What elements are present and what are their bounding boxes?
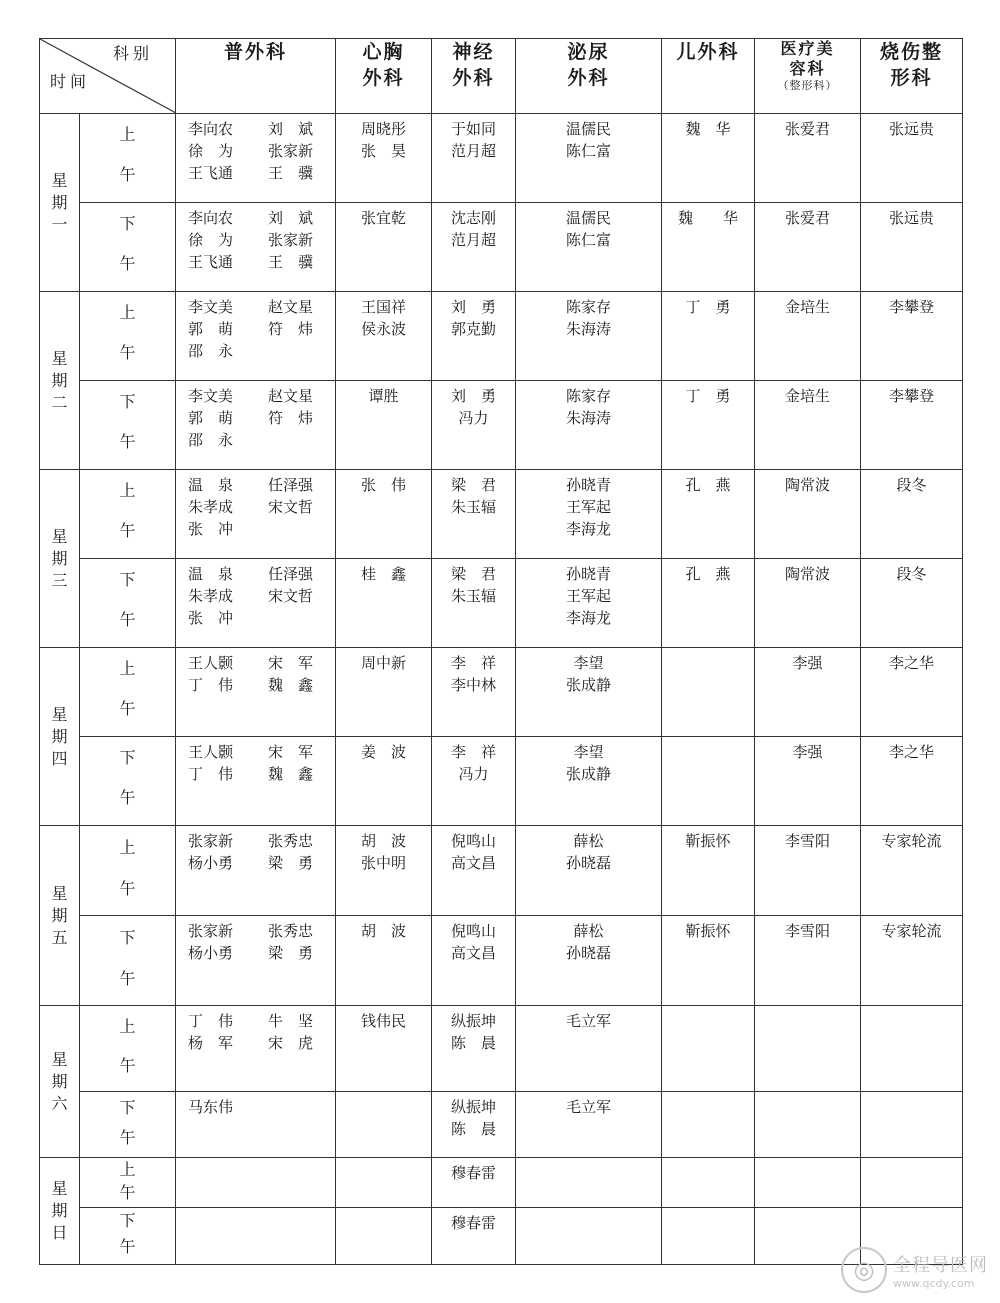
cell-general xyxy=(176,203,336,292)
doctor-name: 张中明 xyxy=(360,854,406,872)
cell-burn xyxy=(861,559,963,648)
doctor-line: 李向农 刘 斌 xyxy=(188,120,314,138)
doctor-name: 侯永波 xyxy=(360,320,406,338)
dept-header-cardiothoracic: 心胸 外科 xyxy=(336,39,432,114)
doctor-name: 李中林 xyxy=(450,676,496,694)
cell-cardiothoracic xyxy=(336,737,432,826)
cell-cardiothoracic xyxy=(336,648,432,737)
cell-neuro xyxy=(432,114,516,203)
doctor-line: 温 泉 任泽强 xyxy=(188,565,314,583)
cell-cosmetic xyxy=(755,1006,861,1092)
cell-cosmetic xyxy=(755,826,861,916)
doctor-line: 丁 伟 魏 鑫 xyxy=(188,676,314,694)
cell-burn xyxy=(861,1092,963,1158)
cell-general xyxy=(176,826,336,916)
schedule-row xyxy=(40,737,963,826)
doctor-line: 李文美 赵文星 xyxy=(188,298,314,316)
doctor-name: 郭克勤 xyxy=(450,320,496,338)
doctor-name: 李强 xyxy=(792,654,823,672)
slot-morning: 上 午 xyxy=(80,1158,176,1208)
schedule-row xyxy=(40,1158,963,1208)
doctor-line: 邵 永 xyxy=(188,431,234,449)
doctor-name: 穆春雷 xyxy=(450,1164,496,1182)
doctor-name: 梁 君 xyxy=(450,476,496,494)
slot-morning: 上 午 xyxy=(80,114,176,203)
doctor-name: 李海龙 xyxy=(565,520,611,538)
doctor-name: 梁 君 xyxy=(450,565,496,583)
doctor-name: 冯力 xyxy=(458,409,489,427)
cell-general xyxy=(176,559,336,648)
cell-pediatric xyxy=(662,381,755,470)
cell-neuro xyxy=(432,916,516,1006)
doctor-line: 马东伟 xyxy=(188,1098,234,1116)
cell-cardiothoracic xyxy=(336,916,432,1006)
doctor-name: 桂 鑫 xyxy=(360,565,406,583)
weekday-cell: 星 期 三 xyxy=(40,470,80,648)
schedule-row xyxy=(40,114,963,203)
doctor-line: 张 冲 xyxy=(188,520,234,538)
doctor-line: 李文美 赵文星 xyxy=(188,387,314,405)
corner-header xyxy=(40,39,176,114)
doctor-name: 段冬 xyxy=(896,476,927,494)
cell-general xyxy=(176,737,336,826)
doctor-name: 张爱君 xyxy=(784,120,830,138)
doctor-name: 李望 xyxy=(573,654,604,672)
doctor-line: 朱孝成 宋文哲 xyxy=(188,587,314,605)
schedule-row xyxy=(40,559,963,648)
cell-burn xyxy=(861,470,963,559)
cell-pediatric xyxy=(662,737,755,826)
doctor-line: 徐 为 张家新 xyxy=(188,231,314,249)
doctor-name: 李 祥 xyxy=(450,743,496,761)
dept-header-urology: 泌尿 外科 xyxy=(516,39,662,114)
cell-pediatric xyxy=(662,1092,755,1158)
doctor-line: 郭 萌 符 炜 xyxy=(188,409,314,427)
weekday-cell: 星 期 五 xyxy=(40,826,80,1006)
cell-neuro xyxy=(432,1006,516,1092)
dept-header-general: 普外科 xyxy=(176,39,336,114)
cell-cardiothoracic xyxy=(336,1092,432,1158)
schedule-row xyxy=(40,470,963,559)
doctor-name: 陶常波 xyxy=(784,565,830,583)
cell-burn xyxy=(861,381,963,470)
cell-burn xyxy=(861,648,963,737)
doctor-name: 李望 xyxy=(573,743,604,761)
doctor-line: 丁 伟 牛 坚 xyxy=(188,1012,314,1030)
slot-afternoon: 下 午 xyxy=(80,916,176,1006)
cell-cardiothoracic xyxy=(336,559,432,648)
doctor-name: 王军起 xyxy=(565,587,611,605)
doctor-name: 冯力 xyxy=(458,765,489,783)
cell-cardiothoracic xyxy=(336,292,432,381)
weekday-cell: 星 期 日 xyxy=(40,1158,80,1265)
doctor-name: 李攀登 xyxy=(888,298,934,316)
cell-burn xyxy=(861,826,963,916)
doctor-line: 王人颢 宋 军 xyxy=(188,654,314,672)
doctor-line: 张 冲 xyxy=(188,609,234,627)
doctor-name: 朱玉辐 xyxy=(450,498,496,516)
doctor-name: 范月超 xyxy=(450,231,496,249)
doctor-name: 专家轮流 xyxy=(881,922,942,940)
doctor-name: 张宜乾 xyxy=(360,209,406,227)
cell-pediatric xyxy=(662,1158,755,1208)
doctor-name: 陈 晨 xyxy=(450,1120,496,1138)
doctor-name: 段冬 xyxy=(896,565,927,583)
doctor-name: 金培生 xyxy=(784,387,830,405)
doctor-name: 李海龙 xyxy=(565,609,611,627)
cell-pediatric xyxy=(662,292,755,381)
cell-pediatric xyxy=(662,114,755,203)
doctor-name: 纵振坤 xyxy=(450,1098,496,1116)
dept-header-burn: 烧伤整 形科 xyxy=(861,39,963,114)
doctor-name: 薛松 xyxy=(573,922,604,940)
doctor-name: 李攀登 xyxy=(888,387,934,405)
doctor-name: 温儒民 xyxy=(565,120,611,138)
slot-morning: 上 午 xyxy=(80,1006,176,1092)
doctor-name: 孙晓青 xyxy=(565,476,611,494)
cell-neuro xyxy=(432,737,516,826)
slot-afternoon: 下 午 xyxy=(80,1208,176,1265)
doctor-name: 张 昊 xyxy=(360,142,406,160)
cell-cosmetic xyxy=(755,916,861,1006)
doctor-name: 魏 华 xyxy=(685,120,731,138)
cell-cosmetic xyxy=(755,1092,861,1158)
doctor-name: 张成静 xyxy=(565,676,611,694)
doctor-name: 刘 勇 xyxy=(450,387,496,405)
cell-cardiothoracic xyxy=(336,1006,432,1092)
cell-burn xyxy=(861,916,963,1006)
cell-neuro xyxy=(432,1208,516,1265)
cell-general xyxy=(176,648,336,737)
doctor-name: 陈家存 xyxy=(565,298,611,316)
cell-cardiothoracic xyxy=(336,114,432,203)
doctor-name: 王国祥 xyxy=(360,298,406,316)
doctor-name: 高文昌 xyxy=(450,944,496,962)
cell-burn xyxy=(861,1158,963,1208)
schedule-row xyxy=(40,648,963,737)
cell-burn xyxy=(861,114,963,203)
doctor-name: 金培生 xyxy=(784,298,830,316)
cell-cosmetic xyxy=(755,737,861,826)
doctor-name: 于如同 xyxy=(450,120,496,138)
cell-urology xyxy=(516,1208,662,1265)
schedule-row xyxy=(40,1092,963,1158)
doctor-line: 张家新 张秀忠 xyxy=(188,832,314,850)
doctor-name: 毛立军 xyxy=(565,1098,611,1116)
doctor-name: 周晓彤 xyxy=(360,120,406,138)
cell-urology xyxy=(516,470,662,559)
doctor-line: 王飞通 王 骥 xyxy=(188,253,314,271)
slot-morning: 上 午 xyxy=(80,470,176,559)
doctor-name: 刘 勇 xyxy=(450,298,496,316)
doctor-name: 毛立军 xyxy=(565,1012,611,1030)
slot-afternoon: 下 午 xyxy=(80,737,176,826)
doctor-line: 杨 军 宋 虎 xyxy=(188,1034,314,1052)
cell-general xyxy=(176,1006,336,1092)
doctor-name: 李雪阳 xyxy=(784,832,830,850)
cell-neuro xyxy=(432,1158,516,1208)
doctor-name: 李之华 xyxy=(888,743,934,761)
corner-dept-label: 科别 xyxy=(112,44,153,63)
doctor-name: 王军起 xyxy=(565,498,611,516)
cell-pediatric xyxy=(662,203,755,292)
doctor-name: 靳振怀 xyxy=(685,922,731,940)
doctor-name: 倪鸣山 xyxy=(450,922,496,940)
weekday-cell: 星 期 一 xyxy=(40,114,80,292)
cell-neuro xyxy=(432,826,516,916)
cell-burn xyxy=(861,292,963,381)
doctor-line: 温 泉 任泽强 xyxy=(188,476,314,494)
weekday-cell: 星 期 二 xyxy=(40,292,80,470)
doctor-name: 穆春雷 xyxy=(450,1214,496,1232)
doctor-name: 专家轮流 xyxy=(881,832,942,850)
slot-afternoon: 下 午 xyxy=(80,1092,176,1158)
doctor-line: 邵 永 xyxy=(188,342,234,360)
doctor-name: 靳振怀 xyxy=(685,832,731,850)
schedule-row xyxy=(40,1208,963,1265)
cell-urology xyxy=(516,203,662,292)
doctor-name: 李 祥 xyxy=(450,654,496,672)
cell-urology xyxy=(516,381,662,470)
doctor-name: 李雪阳 xyxy=(784,922,830,940)
cell-neuro xyxy=(432,381,516,470)
cell-neuro xyxy=(432,470,516,559)
doctor-name: 孙晓青 xyxy=(565,565,611,583)
slot-afternoon: 下 午 xyxy=(80,559,176,648)
doctor-name: 高文昌 xyxy=(450,854,496,872)
surgery-schedule-table xyxy=(39,38,963,1265)
cell-cardiothoracic xyxy=(336,203,432,292)
schedule-row xyxy=(40,826,963,916)
doctor-name: 丁 勇 xyxy=(685,298,731,316)
doctor-name: 张成静 xyxy=(565,765,611,783)
doctor-name: 温儒民 xyxy=(565,209,611,227)
doctor-name: 范月超 xyxy=(450,142,496,160)
cell-urology xyxy=(516,648,662,737)
doctor-name: 钱伟民 xyxy=(360,1012,406,1030)
cell-urology xyxy=(516,559,662,648)
doctor-name: 姜 波 xyxy=(360,743,406,761)
doctor-line: 杨小勇 梁 勇 xyxy=(188,854,314,872)
doctor-line: 王飞通 王 骥 xyxy=(188,164,314,182)
cell-general xyxy=(176,1208,336,1265)
doctor-name: 丁 勇 xyxy=(685,387,731,405)
doctor-line: 徐 为 张家新 xyxy=(188,142,314,160)
doctor-line: 李向农 刘 斌 xyxy=(188,209,314,227)
cell-burn xyxy=(861,203,963,292)
cell-pediatric xyxy=(662,826,755,916)
cell-cosmetic xyxy=(755,559,861,648)
slot-afternoon: 下 午 xyxy=(80,381,176,470)
doctor-name: 胡 波 xyxy=(360,832,406,850)
doctor-line: 丁 伟 魏 鑫 xyxy=(188,765,314,783)
cell-burn xyxy=(861,737,963,826)
cell-cosmetic xyxy=(755,1158,861,1208)
doctor-name: 薛松 xyxy=(573,832,604,850)
doctor-line: 杨小勇 梁 勇 xyxy=(188,944,314,962)
dept-header-neuro: 神经 外科 xyxy=(432,39,516,114)
weekday-cell: 星 期 六 xyxy=(40,1006,80,1158)
doctor-line: 郭 萌 符 炜 xyxy=(188,320,314,338)
doctor-name: 张 伟 xyxy=(360,476,406,494)
doctor-name: 朱海涛 xyxy=(565,409,611,427)
cell-cosmetic xyxy=(755,292,861,381)
cell-urology xyxy=(516,1092,662,1158)
cell-general xyxy=(176,292,336,381)
cell-neuro xyxy=(432,292,516,381)
cell-urology xyxy=(516,737,662,826)
doctor-name: 周中新 xyxy=(360,654,406,672)
cell-general xyxy=(176,916,336,1006)
schedule-row xyxy=(40,916,963,1006)
cell-urology xyxy=(516,1158,662,1208)
cell-urology xyxy=(516,1006,662,1092)
doctor-name: 朱海涛 xyxy=(565,320,611,338)
weekday-cell: 星 期 四 xyxy=(40,648,80,826)
doctor-name: 陈家存 xyxy=(565,387,611,405)
cell-general xyxy=(176,114,336,203)
cell-cardiothoracic xyxy=(336,381,432,470)
cell-pediatric xyxy=(662,470,755,559)
cell-pediatric xyxy=(662,916,755,1006)
corner-time-label: 时间 xyxy=(50,72,91,91)
doctor-name: 魏 华 xyxy=(677,209,738,227)
doctor-name: 孔 燕 xyxy=(685,476,731,494)
cell-urology xyxy=(516,292,662,381)
watermark-url: www.qcdy.com xyxy=(893,1276,975,1290)
cell-cosmetic xyxy=(755,470,861,559)
schedule-row xyxy=(40,1006,963,1092)
cell-general xyxy=(176,381,336,470)
cell-cardiothoracic xyxy=(336,1208,432,1265)
cell-pediatric xyxy=(662,1208,755,1265)
doctor-name: 朱玉辐 xyxy=(450,587,496,605)
cell-general xyxy=(176,470,336,559)
cell-cosmetic xyxy=(755,114,861,203)
doctor-name: 张爱君 xyxy=(784,209,830,227)
logo-swirl-icon: ◎ xyxy=(841,1247,887,1293)
cell-urology xyxy=(516,916,662,1006)
dept-header-cosmetic: 医疗美 容科 （整形科） xyxy=(755,39,861,114)
cell-neuro xyxy=(432,1092,516,1158)
cell-neuro xyxy=(432,203,516,292)
slot-morning: 上 午 xyxy=(80,826,176,916)
dept-header-pediatric: 儿外科 xyxy=(662,39,755,114)
doctor-name: 李之华 xyxy=(888,654,934,672)
schedule-row xyxy=(40,292,963,381)
doctor-name: 陈仁富 xyxy=(565,231,611,249)
schedule-row xyxy=(40,203,963,292)
cell-urology xyxy=(516,114,662,203)
doctor-name: 胡 波 xyxy=(360,922,406,940)
cell-neuro xyxy=(432,648,516,737)
cell-pediatric xyxy=(662,1006,755,1092)
doctor-name: 孙晓磊 xyxy=(565,854,611,872)
cell-pediatric xyxy=(662,648,755,737)
cell-pediatric xyxy=(662,559,755,648)
doctor-name: 谭胜 xyxy=(368,387,399,405)
doctor-line: 王人颢 宋 军 xyxy=(188,743,314,761)
cell-cosmetic xyxy=(755,648,861,737)
cell-neuro xyxy=(432,559,516,648)
cell-cosmetic xyxy=(755,381,861,470)
doctor-name: 孔 燕 xyxy=(685,565,731,583)
doctor-name: 陈仁富 xyxy=(565,142,611,160)
doctor-name: 孙晓磊 xyxy=(565,944,611,962)
cell-cardiothoracic xyxy=(336,1158,432,1208)
doctor-name: 纵振坤 xyxy=(450,1012,496,1030)
doctor-name: 沈志刚 xyxy=(450,209,496,227)
cell-cosmetic xyxy=(755,203,861,292)
cell-cardiothoracic xyxy=(336,826,432,916)
cell-cardiothoracic xyxy=(336,470,432,559)
slot-morning: 上 午 xyxy=(80,292,176,381)
doctor-line: 朱孝成 宋文哲 xyxy=(188,498,314,516)
doctor-name: 李强 xyxy=(792,743,823,761)
slot-afternoon: 下 午 xyxy=(80,203,176,292)
watermark-title: 全程导医网 xyxy=(893,1254,988,1276)
slot-morning: 上 午 xyxy=(80,648,176,737)
cell-urology xyxy=(516,826,662,916)
schedule-row xyxy=(40,381,963,470)
doctor-name: 张远贵 xyxy=(888,120,934,138)
cell-general xyxy=(176,1092,336,1158)
header-row xyxy=(40,39,963,114)
doctor-name: 陶常波 xyxy=(784,476,830,494)
cell-burn xyxy=(861,1006,963,1092)
doctor-name: 陈 晨 xyxy=(450,1034,496,1052)
watermark xyxy=(841,1247,988,1293)
doctor-name: 张远贵 xyxy=(888,209,934,227)
doctor-line: 张家新 张秀忠 xyxy=(188,922,314,940)
doctor-name: 倪鸣山 xyxy=(450,832,496,850)
cell-general xyxy=(176,1158,336,1208)
